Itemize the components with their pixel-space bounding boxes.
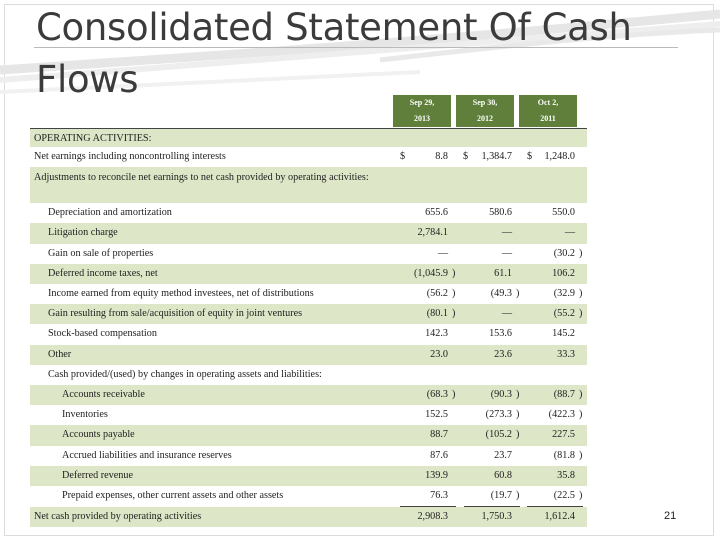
table-row — [30, 223, 587, 244]
cell-value: (422.3 — [548, 409, 575, 420]
cell-value: (32.9 — [553, 288, 575, 299]
row-label: Accounts receivable — [62, 389, 145, 400]
closing-paren: ) — [579, 248, 583, 259]
cell-value: (90.3 — [490, 389, 512, 400]
closing-paren: ) — [579, 308, 583, 319]
table-row — [30, 425, 587, 446]
closing-paren: ) — [579, 389, 583, 400]
table-row — [30, 167, 587, 203]
column-header-2011 — [519, 95, 577, 127]
closing-paren: ) — [516, 429, 520, 440]
cell-value: (80.1 — [426, 308, 448, 319]
cell-value: 1,750.3 — [481, 511, 512, 522]
closing-paren: ) — [452, 308, 456, 319]
row-label: Cash provided/(used) by changes in operating assets and liabilities: — [48, 369, 322, 380]
row-label: Deferred income taxes, net — [48, 268, 158, 279]
cell-value: 23.7 — [494, 450, 512, 461]
column-header-date: Oct 2, — [537, 98, 559, 107]
table-row — [30, 466, 587, 486]
row-label: Adjustments to reconcile net earnings to net cash provided by operating activities: — [34, 172, 369, 183]
closing-paren: ) — [516, 389, 520, 400]
cell-value: (49.3 — [490, 288, 512, 299]
column-header-year: 2013 — [414, 114, 430, 123]
cell-value: 23.0 — [430, 349, 448, 360]
cell-value: (68.3 — [426, 389, 448, 400]
cell-value: (88.7 — [553, 389, 575, 400]
cell-value: — — [564, 227, 575, 238]
closing-paren: ) — [516, 288, 520, 299]
column-header-date: Sep 29, — [409, 98, 435, 107]
row-label: Net earnings including noncontrolling interests — [34, 151, 226, 162]
cash-flow-statement-table — [30, 128, 587, 527]
row-label: Accrued liabilities and insurance reserves — [62, 450, 232, 461]
cell-value: 61.1 — [494, 268, 512, 279]
row-label: Gain on sale of properties — [48, 248, 154, 259]
row-label: Accounts payable — [62, 429, 135, 440]
row-label: OPERATING ACTIVITIES: — [34, 133, 152, 144]
table-row — [30, 507, 587, 527]
table-row — [30, 304, 587, 324]
cell-value: 550.0 — [552, 207, 575, 218]
cell-value: 60.8 — [494, 470, 512, 481]
column-header-date: Sep 30, — [472, 98, 498, 107]
cell-value: 145.2 — [552, 328, 575, 339]
closing-paren: ) — [452, 389, 456, 400]
cell-value: (1,045.9 — [414, 268, 448, 279]
table-row — [30, 284, 587, 304]
cell-value: 33.3 — [557, 349, 575, 360]
row-label: Prepaid expenses, other current assets and other assets — [62, 490, 284, 501]
closing-paren: ) — [516, 490, 520, 501]
table-row — [30, 385, 587, 405]
table-row — [30, 345, 587, 365]
cell-value: (56.2 — [426, 288, 448, 299]
cell-value: 88.7 — [430, 429, 448, 440]
closing-paren: ) — [452, 288, 456, 299]
slide-title: Consolidated Statement Of Cash Flows — [36, 6, 632, 101]
row-label: Gain resulting from sale/acquisition of equity in joint ventures — [48, 308, 303, 319]
cell-value: 2,784.1 — [417, 227, 448, 238]
cell-value: (19.7 — [490, 490, 512, 501]
column-header-2013 — [393, 95, 451, 127]
cell-value: — — [501, 308, 512, 319]
cell-value: 142.3 — [425, 328, 448, 339]
cell-value: 153.6 — [489, 328, 512, 339]
cell-value: — — [501, 227, 512, 238]
row-label: Depreciation and amortization — [48, 207, 172, 218]
column-header-year: 2012 — [477, 114, 493, 123]
column-header-2012 — [456, 95, 514, 127]
cell-value: 2,908.3 — [417, 511, 448, 522]
table-row — [30, 324, 587, 345]
row-label: Other — [48, 349, 72, 360]
cell-value: 152.5 — [425, 409, 448, 420]
closing-paren: ) — [516, 409, 520, 420]
cell-value: 23.6 — [494, 349, 512, 360]
row-label: Deferred revenue — [62, 470, 133, 481]
cell-value: (30.2 — [553, 248, 575, 259]
cell-value: (22.5 — [553, 490, 575, 501]
cell-value: 655.6 — [425, 207, 448, 218]
table-row — [30, 405, 587, 425]
cell-value: 8.8 — [435, 151, 448, 162]
row-label: Net cash provided by operating activities — [34, 511, 202, 522]
row-label: Stock-based compensation — [48, 328, 157, 339]
cell-value: 580.6 — [489, 207, 512, 218]
closing-paren: ) — [579, 288, 583, 299]
column-header-year: 2011 — [540, 114, 556, 123]
closing-paren: ) — [579, 450, 583, 461]
row-label: Inventories — [62, 409, 108, 420]
dollar-sign: $ — [527, 151, 533, 162]
cell-value: — — [437, 248, 448, 259]
cell-value: (105.2 — [485, 429, 512, 440]
table-row — [30, 486, 587, 507]
table-row — [30, 128, 587, 147]
cell-value: 1,612.4 — [544, 511, 575, 522]
row-label: Litigation charge — [48, 227, 118, 238]
cell-value: 1,384.7 — [481, 151, 512, 162]
table-row — [30, 446, 587, 466]
cell-value: 106.2 — [552, 268, 575, 279]
table-row — [30, 244, 587, 264]
cell-value: (273.3 — [485, 409, 512, 420]
closing-paren: ) — [579, 409, 583, 420]
page-number: 21 — [664, 510, 677, 522]
table-row — [30, 203, 587, 223]
dollar-sign: $ — [463, 151, 469, 162]
title-rule — [34, 47, 678, 48]
table-row — [30, 264, 587, 284]
cell-value: 227.5 — [552, 429, 575, 440]
table-row — [30, 147, 587, 167]
row-label: Income earned from equity method investees, net of distributions — [48, 288, 314, 299]
table-row — [30, 365, 587, 385]
closing-paren: ) — [452, 268, 456, 279]
cell-value: 35.8 — [557, 470, 575, 481]
cell-value: 87.6 — [430, 450, 448, 461]
dollar-sign: $ — [400, 151, 406, 162]
cell-value: (81.8 — [553, 450, 575, 461]
closing-paren: ) — [579, 490, 583, 501]
cell-value: 76.3 — [430, 490, 448, 501]
cell-value: — — [501, 248, 512, 259]
cell-value: (55.2 — [553, 308, 575, 319]
cell-value: 1,248.0 — [544, 151, 575, 162]
cell-value: 139.9 — [425, 470, 448, 481]
